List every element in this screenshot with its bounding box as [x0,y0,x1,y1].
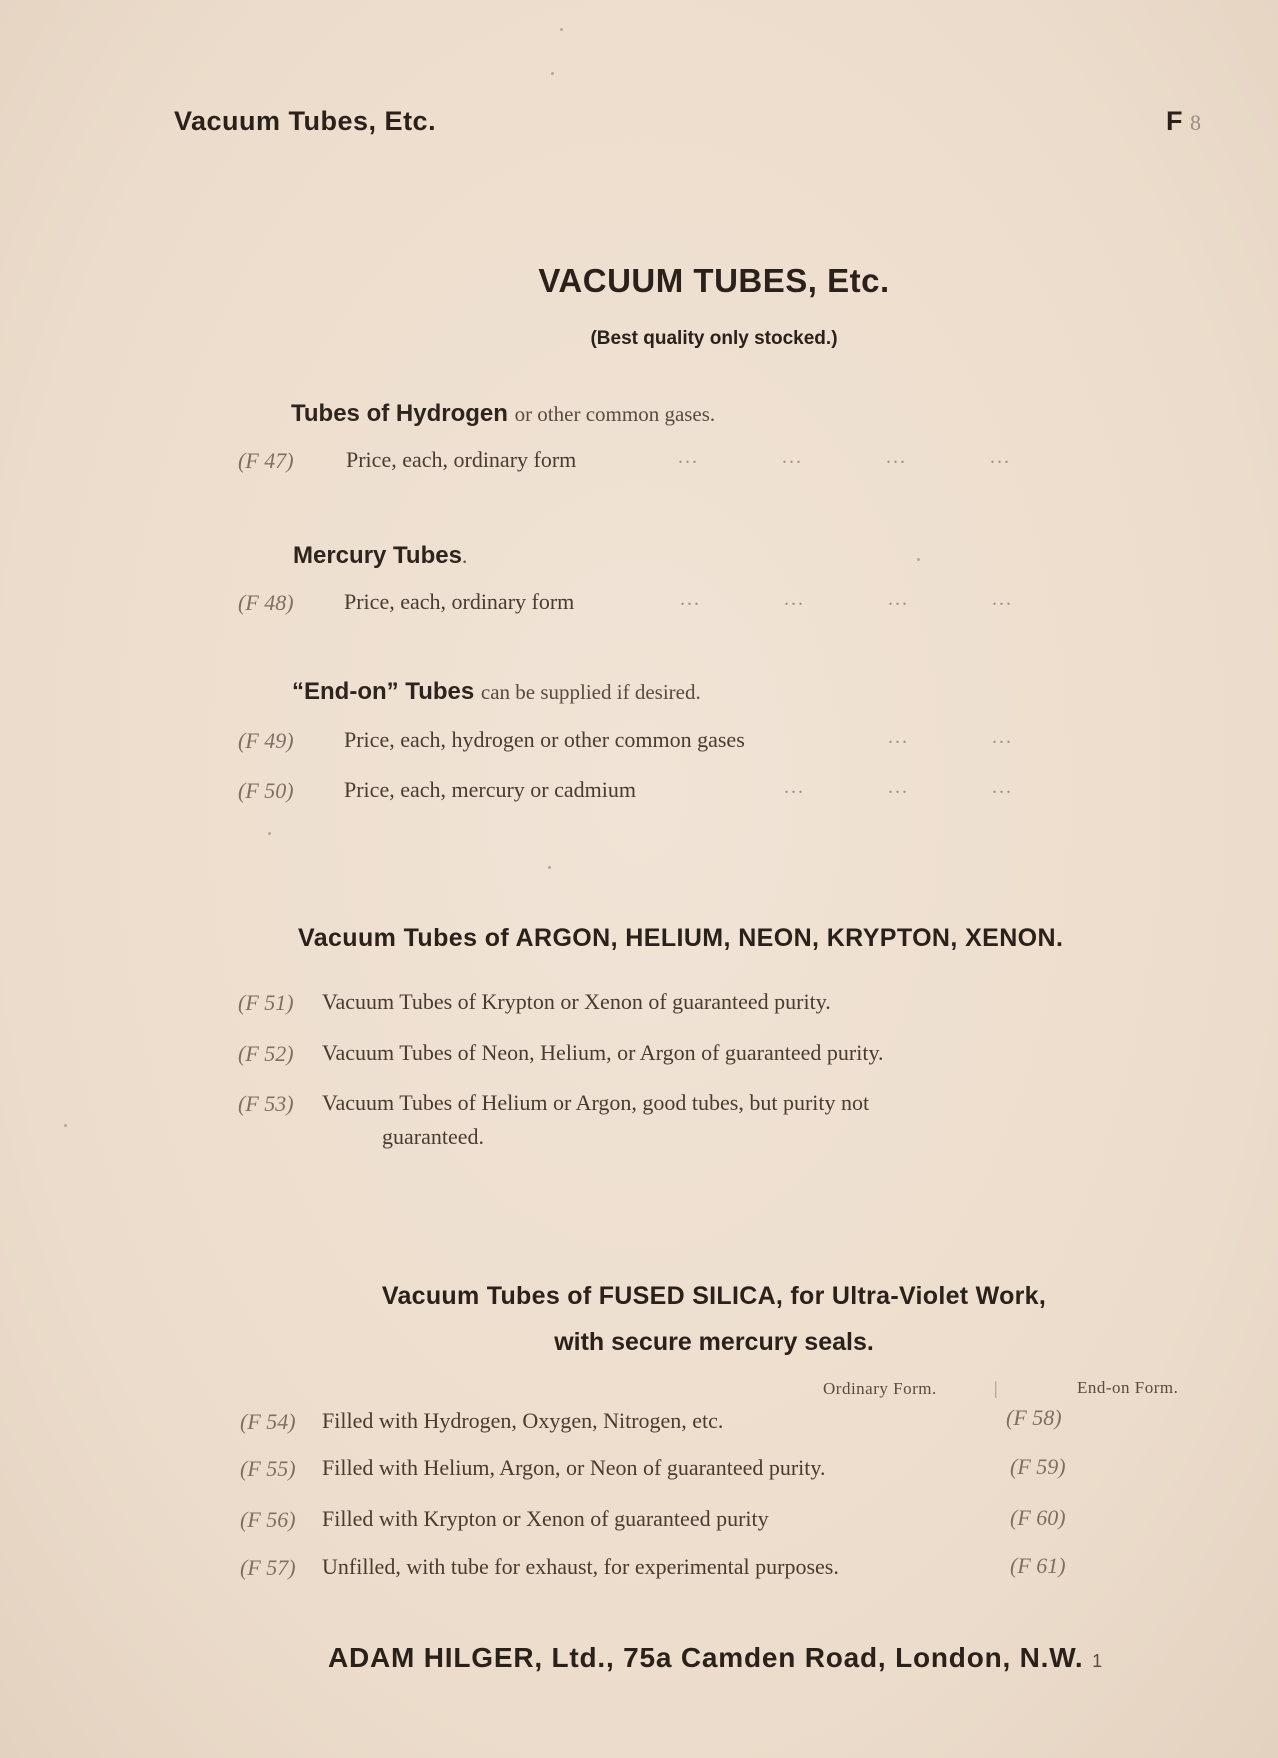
item-code-f56: (F 56) [240,1507,296,1532]
item-text-f48: Price, each, ordinary form [344,589,575,614]
end-on-heading-bold: “End-on” Tubes [292,678,475,705]
leader-dots: ... [678,446,699,468]
leader-dots: ... [992,588,1013,610]
footer-imprint [328,1642,1103,1674]
item-code-f50: (F 50) [238,778,294,803]
end-on-heading [292,678,701,706]
page-number [1166,106,1201,137]
item-text-f55: Filled with Helium, Argon, or Neon of guaranteed purity. [322,1455,826,1480]
item-text-f47: Price, each, ordinary form [346,447,577,472]
running-title: Vacuum Tubes, Etc. [174,106,437,136]
leader-dots: ... [888,776,909,798]
leader-dots: ... [990,446,1011,468]
rare-gases-heading: Vacuum Tubes of ARGON, HELIUM, NEON, KRYPTON, XENON. [298,924,1064,952]
footer-text: ADAM HILGER, Ltd., 75a Camden Road, London, N.W. [328,1642,1084,1673]
hydrogen-heading [291,400,715,428]
footer-mark: 1 [1092,1651,1103,1671]
end-on-heading-plain: can be supplied if desired. [480,680,701,704]
item-text-f54: Filled with Hydrogen, Oxygen, Nitrogen, etc. [322,1408,724,1433]
page-subtitle: (Best quality only stocked.) [590,328,838,349]
paper-speck [560,28,563,31]
item-code-f47: (F 47) [238,448,294,473]
item-text-f52: Vacuum Tubes of Neon, Helium, or Argon of guaranteed purity. [322,1040,884,1065]
end-on-code-f61: (F 61) [1010,1553,1066,1578]
item-code-f55: (F 55) [240,1456,296,1481]
column-end-on-form: End-on Form. [1077,1378,1179,1397]
item-code-f52: (F 52) [238,1041,294,1066]
page-title: VACUUM TUBES, Etc. [538,262,890,299]
end-on-code-f60: (F 60) [1010,1505,1066,1530]
end-on-code-f58: (F 58) [1006,1405,1062,1430]
column-divider: | [994,1378,998,1398]
item-text-f50: Price, each, mercury or cadmium [344,777,636,802]
leader-dots: ... [992,726,1013,748]
item-text-f51: Vacuum Tubes of Krypton or Xenon of guaranteed purity. [322,989,831,1014]
paper-speck [551,72,554,75]
silica-heading-line1: Vacuum Tubes of FUSED SILICA, for Ultra-Violet Work, [381,1282,1047,1310]
paper-speck [64,1124,67,1127]
paper-speck [917,558,920,561]
mercury-heading [293,542,467,570]
leader-dots: ... [888,726,909,748]
mercury-heading-bold: Mercury Tubes [293,542,462,569]
item-code-f51: (F 51) [238,990,294,1015]
item-code-f49: (F 49) [238,728,294,753]
item-text-f53-cont: guaranteed. [382,1124,484,1149]
item-code-f54: (F 54) [240,1409,296,1434]
leader-dots: ... [784,776,805,798]
leader-dots: ... [886,446,907,468]
item-text-f53: Vacuum Tubes of Helium or Argon, good tubes, but purity not [322,1090,870,1115]
page-num: 8 [1190,110,1202,135]
hydrogen-heading-plain: or other common gases. [514,402,716,426]
item-text-f49: Price, each, hydrogen or other common gases [344,727,745,752]
leader-dots: ... [680,588,701,610]
item-text-f57: Unfilled, with tube for exhaust, for experimental purposes. [322,1554,839,1579]
item-code-f57: (F 57) [240,1555,296,1580]
page-prefix: F [1166,106,1183,136]
item-code-f48: (F 48) [238,590,294,615]
leader-dots: ... [888,588,909,610]
end-on-code-f59: (F 59) [1010,1454,1066,1479]
leader-dots: ... [992,776,1013,798]
leader-dots: ... [782,446,803,468]
hydrogen-heading-bold: Tubes of Hydrogen [291,400,508,427]
mercury-heading-plain: . [461,544,468,568]
paper-speck [268,832,271,835]
column-ordinary-form: Ordinary Form. [823,1379,937,1398]
silica-heading-line2: with secure mercury seals. [554,1328,874,1356]
paper-speck [548,866,551,869]
item-code-f53: (F 53) [238,1091,294,1116]
item-text-f56: Filled with Krypton or Xenon of guaranteed purity [322,1506,769,1531]
leader-dots: ... [784,588,805,610]
